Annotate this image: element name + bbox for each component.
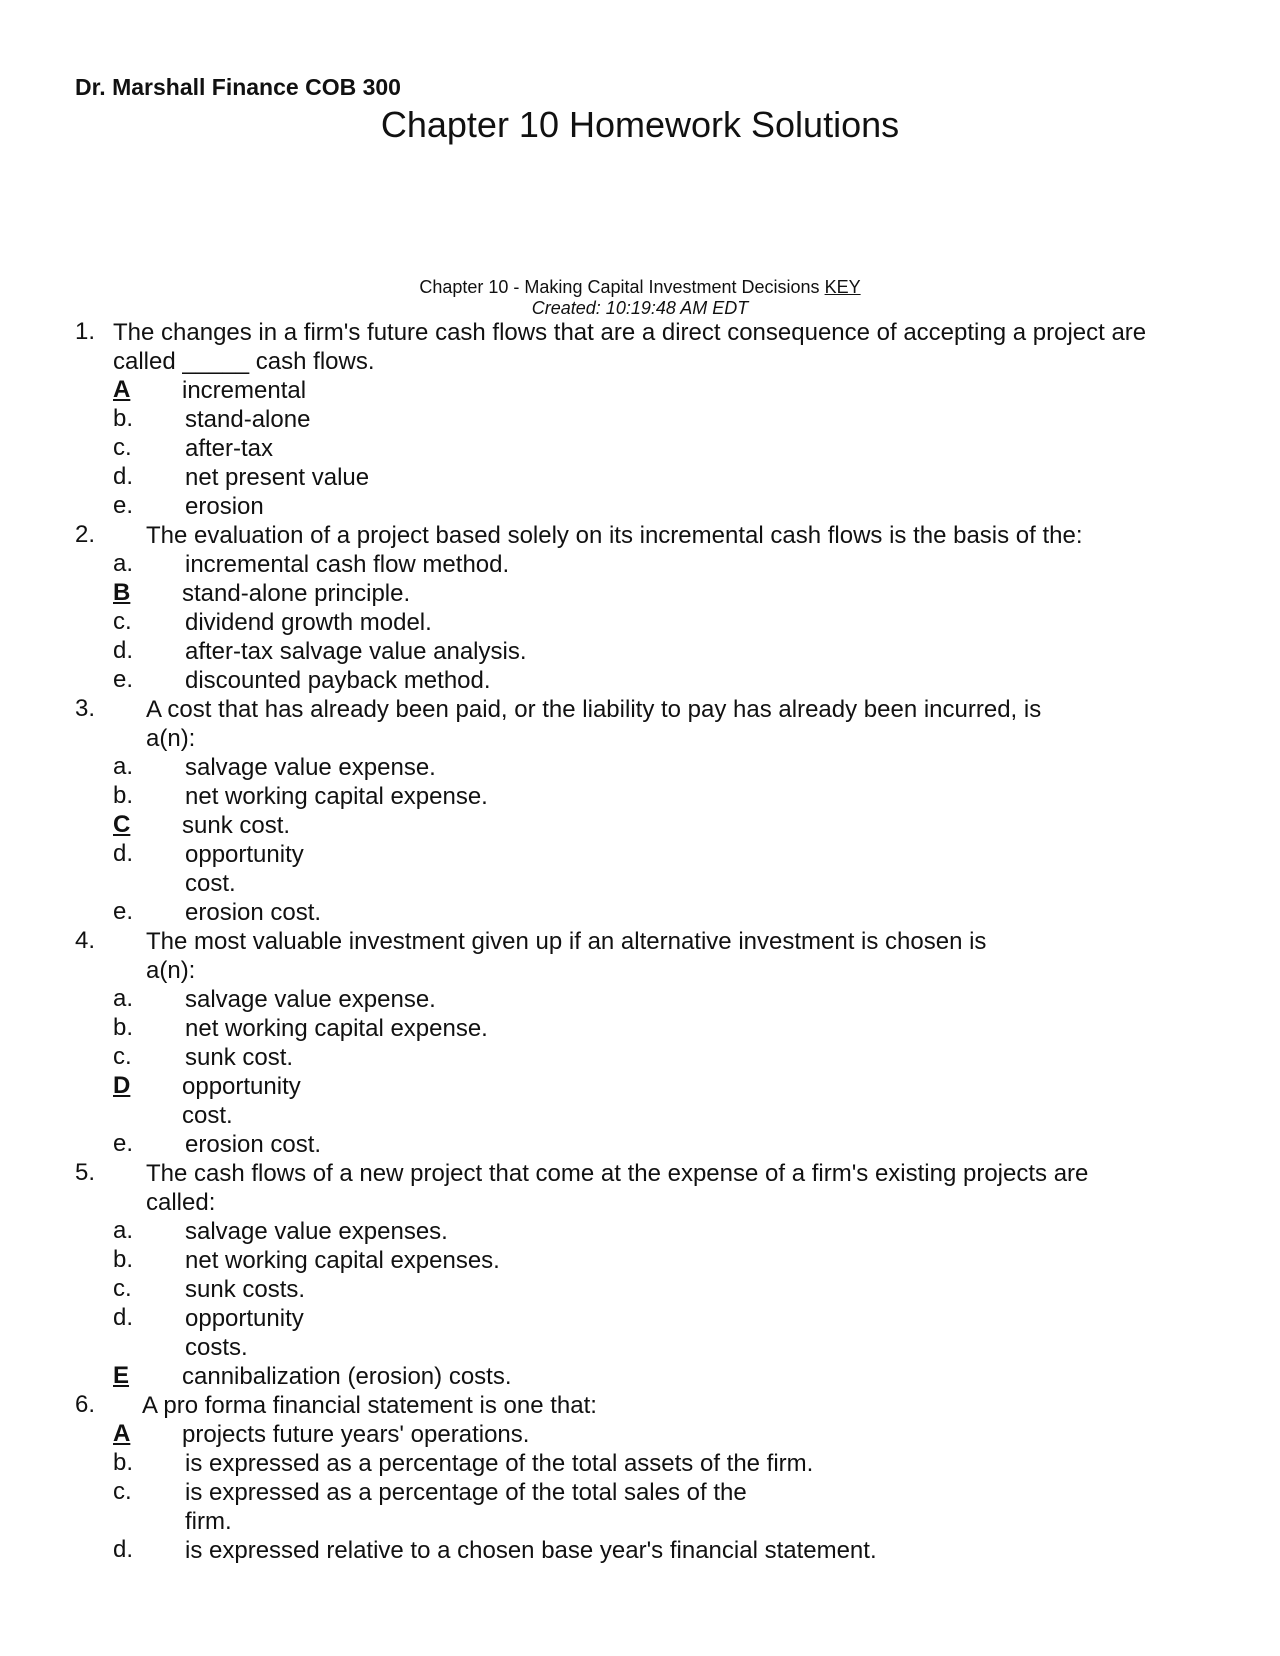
option-text: incremental [182,377,307,404]
option-letter: b. [113,1449,134,1476]
option-text: salvage value expense. [185,986,436,1013]
question-text: A pro forma financial statement is one that: [142,1392,597,1419]
option-letter: b. [113,1014,134,1041]
correct-answer-marker: C [113,811,131,838]
option-letter: c. [113,434,132,461]
option-text: sunk costs. [185,1276,306,1303]
option-text: net present value [185,464,370,491]
option-letter: b. [113,782,134,809]
option-letter: e. [113,492,134,519]
option-letter: d. [113,1304,134,1331]
option-text: projects future years' operations. [182,1421,530,1448]
page-title: Chapter 10 Homework Solutions [380,104,900,145]
option-text: opportunity cost. [182,1073,301,1129]
correct-answer-marker: B [113,579,131,606]
option-text: net working capital expense. [185,1015,488,1042]
option-letter: a. [113,550,134,577]
option-letter: d. [113,840,134,867]
option-text: net working capital expenses. [185,1247,500,1274]
option-text: is expressed as a percentage of the total sales of the firm. [185,1479,747,1535]
question-number: 3. [75,695,96,722]
option-text: dividend growth model. [185,609,432,636]
option-text: erosion cost. [185,899,322,926]
correct-answer-marker: E [113,1362,130,1389]
option-text: salvage value expenses. [185,1218,448,1245]
option-text: is expressed as a percentage of the total assets of the firm. [185,1450,814,1477]
option-letter: c. [113,1043,132,1070]
option-text: opportunity costs. [185,1305,304,1361]
option-letter: b. [113,405,134,432]
question-text: The most valuable investment given up if an alternative investment is chosen is a(n): [146,928,987,984]
option-text: after-tax salvage value analysis. [185,638,527,665]
option-letter: e. [113,898,134,925]
option-text: erosion [185,493,264,520]
option-text: net working capital expense. [185,783,488,810]
option-text: is expressed relative to a chosen base year's financial statement. [185,1537,877,1564]
question-text: The cash flows of a new project that come at the expense of a firm's existing projects are called: [146,1160,1089,1216]
correct-answer-marker: A [113,376,131,403]
option-text: erosion cost. [185,1131,322,1158]
key-label: KEY [824,277,861,297]
question-number: 4. [75,927,96,954]
correct-answer-marker: A [113,1420,131,1447]
option-text: after-tax [185,435,274,462]
option-letter: e. [113,1130,134,1157]
option-text: discounted payback method. [185,667,491,694]
option-letter: d. [113,637,134,664]
option-letter: c. [113,1478,132,1505]
option-text: incremental cash flow method. [185,551,510,578]
question-number: 6. [75,1391,96,1418]
question-number: 2. [75,521,96,548]
option-text: opportunity cost. [185,841,304,897]
option-text: stand-alone [185,406,311,433]
chapter-subtitle [0,277,1280,298]
course-header: Dr. Marshall Finance COB 300 [75,74,401,100]
question-text: A cost that has already been paid, or the liability to pay has already been incurred, is a(n): [146,696,1042,752]
correct-answer-marker: D [113,1072,131,1099]
option-letter: d. [113,1536,134,1563]
option-letter: c. [113,1275,132,1302]
option-text: sunk cost. [185,1044,294,1071]
created-timestamp: Created: 10:19:48 AM EDT [531,298,749,318]
question-number: 5. [75,1159,96,1186]
option-text: cannibalization (erosion) costs. [182,1363,512,1390]
option-text: salvage value expense. [185,754,436,781]
question-text: The evaluation of a project based solely on its incremental cash flows is the basis of the: [146,522,1083,549]
option-letter: a. [113,985,134,1012]
option-letter: e. [113,666,134,693]
option-letter: b. [113,1246,134,1273]
option-letter: c. [113,608,132,635]
question-number: 1. [75,318,96,345]
option-text: stand-alone principle. [182,580,411,607]
option-text: sunk cost. [182,812,291,839]
option-letter: a. [113,1217,134,1244]
option-letter: a. [113,753,134,780]
question-text: The changes in a firm's future cash flows that are a direct consequence of accepting a project are called _____ cash flows. [113,319,1147,375]
option-letter: d. [113,463,134,490]
chapter-name: Chapter 10 - Making Capital Investment Decisions [419,277,820,297]
